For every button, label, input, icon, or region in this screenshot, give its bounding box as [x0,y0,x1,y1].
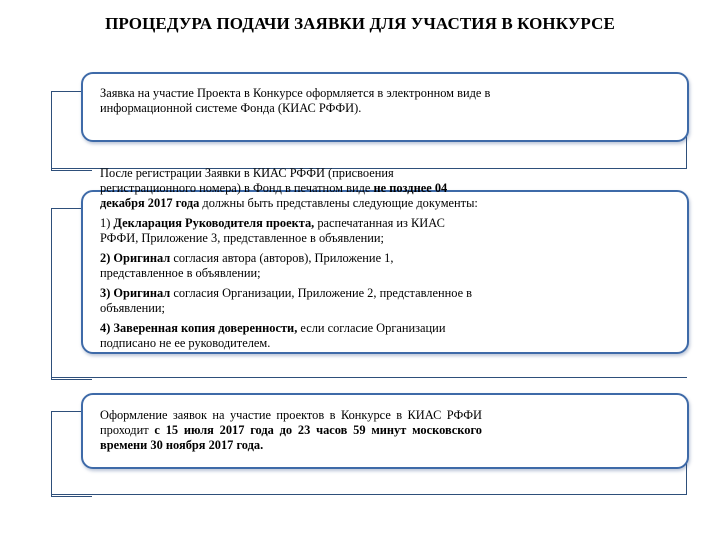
page-title: ПРОЦЕДУРА ПОДАЧИ ЗАЯВКИ ДЛЯ УЧАСТИЯ В КОНКУРСЕ [105,14,615,33]
step-3-period: с 15 июля 2017 года до 23 часов 59 минут московского времени 30 ноября 2017 года. [100,423,482,452]
divider-line-3 [51,494,687,495]
step-2-text [100,166,480,351]
item-1-number: 1) [100,216,114,230]
item-1-title: Декларация Руководителя проекта, [113,216,315,230]
step-2-deadline: не позднее 04 декабря 2017 года [100,181,448,210]
item-1-text: распечатанная из КИАС РФФИ, Приложение 3, представленное в объявлении; [100,216,445,245]
item-3-title: 3) Оригинал [100,286,171,300]
item-2-title: 2) Оригинал [100,251,171,265]
step-2-intro: После регистрации Заявки в КИАС РФФИ (присвоения регистрационного номера) в Фонд в печатном виде [100,166,394,195]
item-3-text: согласия Организации, Приложение 2, представленное в объявлении; [100,286,473,315]
item-2-text: согласия автора (авторов), Приложение 1, представленное в объявлении; [100,251,394,280]
step-1-text [100,86,500,116]
step-1-paragraph: Заявка на участие Проекта в Конкурсе оформляется в электронном виде в информационной системе Фонда (КИАС РФФИ). [100,86,491,115]
step-3-text [100,408,482,453]
divider-line-2 [51,377,687,378]
item-4-text: если согласие Организации подписано не ее руководителем. [100,321,446,350]
step-2-intro-end: должны быть представлены следующие документы: [199,196,478,210]
step-3-paragraph: Оформление заявок на участие проектов в Конкурсе в КИАС РФФИ проходит [100,408,482,437]
item-4-title: 4) Заверенная копия доверенности, [100,321,298,335]
